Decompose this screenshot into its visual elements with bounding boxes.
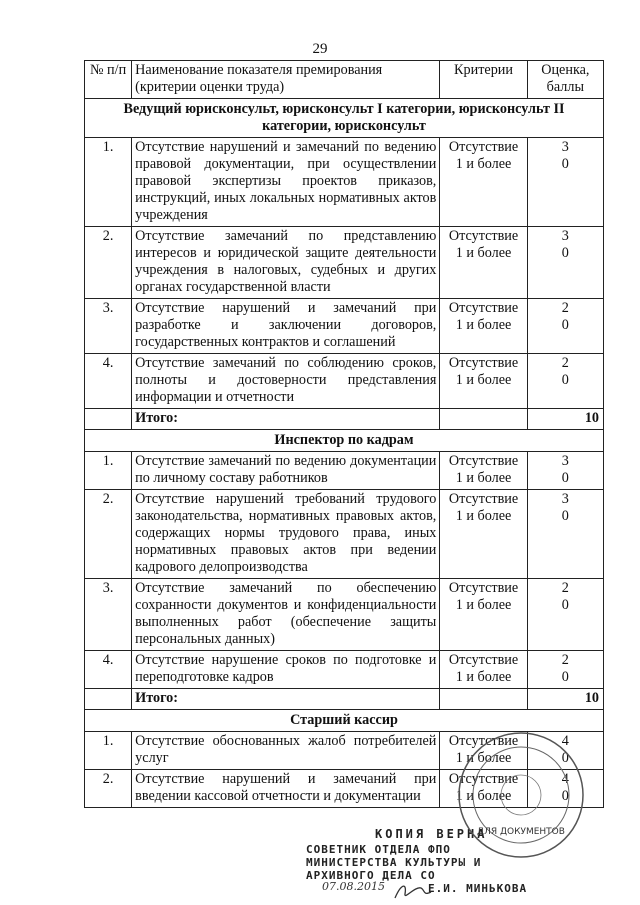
total-row	[85, 409, 604, 430]
score-one-or-more: 0	[561, 788, 569, 804]
stamp-line-1: СОВЕТНИК ОТДЕЛА ФПО	[306, 843, 451, 856]
stamp-line-2: МИНИСТЕРСТВА КУЛЬТУРЫ И	[306, 856, 482, 869]
total-empty-criteria	[440, 409, 527, 430]
score-cell	[527, 299, 603, 354]
criteria-none: Отсутствие	[448, 300, 519, 316]
page-number: 29	[312, 41, 328, 57]
indicator-name: Отсутствие нарушение сроков по подготовке и переподготовке кадров	[132, 651, 440, 689]
score-one-or-more: 0	[561, 372, 569, 388]
section-header-row	[85, 710, 604, 732]
signature	[393, 880, 433, 902]
score-cell	[527, 138, 603, 227]
row-number: 3.	[85, 579, 132, 651]
criteria-none: Отсутствие	[448, 580, 519, 596]
copy-mark: КОПИЯ ВЕРНА	[375, 827, 488, 841]
row-number: 1.	[85, 732, 132, 770]
row-number: 2.	[85, 490, 132, 579]
section-title: Старший кассир	[85, 710, 604, 732]
score-one-or-more: 0	[561, 156, 569, 172]
round-seal	[456, 730, 586, 860]
indicator-name: Отсутствие замечаний по представлению интересов и юридической защите деятельности учреждения в налоговых, судебных и других органах государственной власти	[132, 227, 440, 299]
row-number: 1.	[85, 452, 132, 490]
row-number: 2.	[85, 770, 132, 808]
table-row	[85, 579, 604, 651]
header-name: Наименование показателя премирования (критерии оценки труда)	[132, 61, 440, 99]
table-row	[85, 354, 604, 409]
criteria-one-or-more: 1 и более	[455, 372, 512, 388]
stamp-line-3: АРХИВНОГО ДЕЛА СО	[306, 869, 436, 882]
score-none: 3	[561, 491, 569, 507]
criteria-one-or-more: 1 и более	[455, 508, 512, 524]
criteria-one-or-more: 1 и более	[455, 245, 512, 261]
criteria-none: Отсутствие	[448, 453, 519, 469]
table-row	[85, 651, 604, 689]
row-number: 3.	[85, 299, 132, 354]
score-cell	[527, 452, 603, 490]
criteria-cell	[440, 452, 527, 490]
score-one-or-more: 0	[561, 317, 569, 333]
seal-label: ДЛЯ ДОКУМЕНТОВ	[477, 827, 565, 837]
criteria-one-or-more: 1 и более	[455, 669, 512, 685]
table-row	[85, 138, 604, 227]
indicator-name: Отсутствие нарушений и замечаний при введении кассовой отчетности и документации	[132, 770, 440, 808]
score-cell	[527, 354, 603, 409]
score-none: 2	[561, 652, 569, 668]
header-score: Оценка, баллы	[527, 61, 603, 99]
criteria-cell	[440, 354, 527, 409]
total-empty-criteria	[440, 689, 527, 710]
section-title: Ведущий юрисконсульт, юрисконсульт I категории, юрисконсульт II категории, юрисконсульт	[85, 99, 604, 138]
total-empty-num	[85, 409, 132, 430]
bonus-criteria-table	[84, 60, 604, 808]
indicator-name: Отсутствие нарушений и замечаний по ведению правовой документации, при осуществлении правовой экспертизы проектов приказов, инструкций, иных локальных нормативных актов учреждения	[132, 138, 440, 227]
criteria-one-or-more: 1 и более	[455, 470, 512, 486]
score-one-or-more: 0	[561, 750, 569, 766]
score-none: 2	[561, 355, 569, 371]
criteria-cell	[440, 227, 527, 299]
indicator-name: Отсутствие замечаний по обеспечению сохранности документов и конфиденциальности выполненных работ (обеспечение защиты персональных данных)	[132, 579, 440, 651]
criteria-none: Отсутствие	[448, 491, 519, 507]
header-criteria: Критерии	[440, 61, 527, 99]
score-none: 2	[561, 580, 569, 596]
total-empty-num	[85, 689, 132, 710]
criteria-cell	[440, 579, 527, 651]
indicator-name: Отсутствие замечаний по ведению документации по личному составу работников	[132, 452, 440, 490]
indicator-name: Отсутствие замечаний по соблюдению сроков, полноты и достоверности представления информации и отчетности	[132, 354, 440, 409]
score-one-or-more: 0	[561, 245, 569, 261]
criteria-one-or-more: 1 и более	[455, 788, 512, 804]
score-none: 3	[561, 228, 569, 244]
score-none: 4	[561, 771, 569, 787]
table-row	[85, 227, 604, 299]
criteria-one-or-more: 1 и более	[455, 750, 512, 766]
criteria-one-or-more: 1 и более	[455, 597, 512, 613]
row-number: 2.	[85, 227, 132, 299]
indicator-name: Отсутствие обоснованных жалоб потребителей услуг	[132, 732, 440, 770]
score-none: 4	[561, 733, 569, 749]
total-value: 10	[527, 689, 603, 710]
total-label: Итого:	[132, 409, 440, 430]
criteria-cell	[440, 138, 527, 227]
criteria-none: Отсутствие	[448, 733, 519, 749]
criteria-cell	[440, 490, 527, 579]
criteria-none: Отсутствие	[448, 771, 519, 787]
row-number: 1.	[85, 138, 132, 227]
header-num: № п/п	[85, 61, 132, 99]
section-header-row	[85, 430, 604, 452]
score-cell	[527, 651, 603, 689]
handwritten-date: 07.08.2015	[322, 880, 385, 893]
criteria-one-or-more: 1 и более	[455, 156, 512, 172]
score-cell	[527, 227, 603, 299]
section-header-row	[85, 99, 604, 138]
score-none: 2	[561, 300, 569, 316]
table-row	[85, 299, 604, 354]
total-row	[85, 689, 604, 710]
criteria-none: Отсутствие	[448, 355, 519, 371]
score-one-or-more: 0	[561, 597, 569, 613]
score-one-or-more: 0	[561, 669, 569, 685]
criteria-none: Отсутствие	[448, 228, 519, 244]
section-title: Инспектор по кадрам	[85, 430, 604, 452]
table-header-row	[85, 61, 604, 99]
indicator-name: Отсутствие нарушений требований трудового законодательства, нормативных правовых актов, содержащих нормы трудового права, иных нормативных правовых актов при ведении кадрового делопроизводства	[132, 490, 440, 579]
criteria-none: Отсутствие	[448, 139, 519, 155]
table-row	[85, 452, 604, 490]
score-none: 3	[561, 139, 569, 155]
criteria-cell	[440, 651, 527, 689]
score-none: 3	[561, 453, 569, 469]
score-one-or-more: 0	[561, 470, 569, 486]
criteria-one-or-more: 1 и более	[455, 317, 512, 333]
total-value: 10	[527, 409, 603, 430]
row-number: 4.	[85, 651, 132, 689]
criteria-cell	[440, 299, 527, 354]
score-one-or-more: 0	[561, 508, 569, 524]
stamp-name: Е.И. МИНЬКОВА	[428, 882, 528, 895]
row-number: 4.	[85, 354, 132, 409]
score-cell	[527, 490, 603, 579]
indicator-name: Отсутствие нарушений и замечаний при разработке и заключении договоров, государственных контрактов и соглашений	[132, 299, 440, 354]
table-row	[85, 490, 604, 579]
criteria-none: Отсутствие	[448, 652, 519, 668]
score-cell	[527, 579, 603, 651]
total-label: Итого:	[132, 689, 440, 710]
